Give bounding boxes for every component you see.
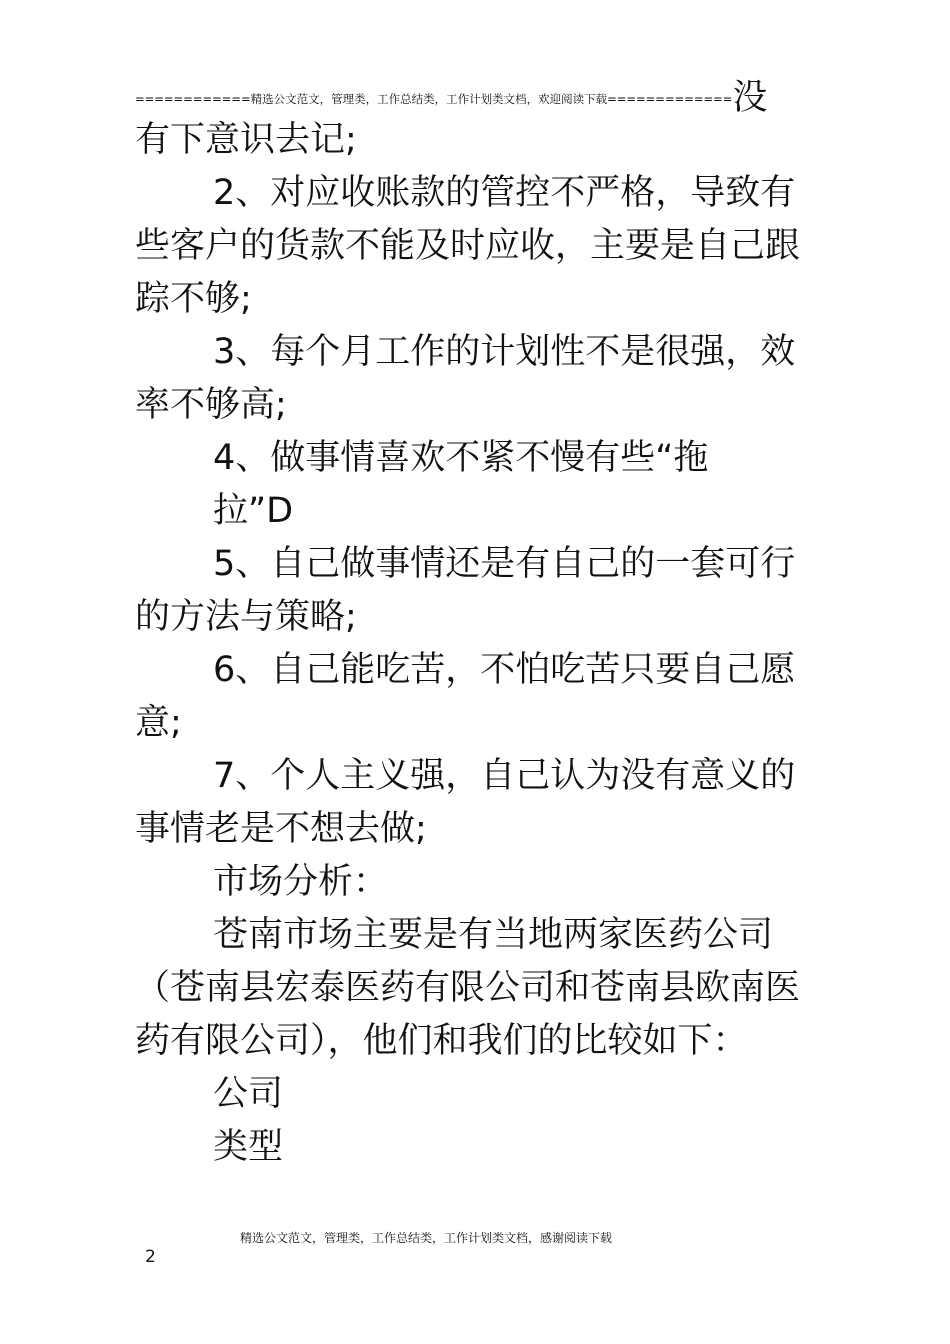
paragraph-item-4: 4、做事情喜欢不紧不慢有些“拖 <box>213 438 709 478</box>
header-trailing-char: 没 <box>732 78 768 118</box>
paragraph-market: 苍南市场主要是有当地两家医药公司（苍南县宏泰医药有限公司和苍南县欧南医药有限公司），他们和我们的比较如下： <box>135 915 801 1061</box>
table-label-company: 公司 <box>213 1074 284 1114</box>
paragraph-item-7: 7、个人主义强，自己认为没有意义的事情老是不想去做; <box>135 756 796 849</box>
document-body <box>135 114 825 1174</box>
page-number: 2 <box>145 1247 156 1267</box>
paragraph-item-5: 5、自己做事情还是有自己的一套可行的方法与策略; <box>135 544 796 637</box>
paragraph-item-6: 6、自己能吃苦，不怕吃苦只要自己愿意; <box>135 650 796 743</box>
paragraph-item-3: 3、每个月工作的计划性不是很强，效率不够高; <box>135 332 796 425</box>
table-label-type: 类型 <box>213 1127 284 1167</box>
header-banner: ============精选公文范文，管理类，工作总结类，工作计划类文档，欢迎阅读下载============= <box>135 92 733 106</box>
paragraph-item-2: 2、对应收账款的管控不严格，导致有些客户的货款不能及时应收，主要是自己跟踪不够; <box>135 173 801 319</box>
paragraph-item-4-cont: 拉”D <box>213 491 294 531</box>
paragraph-continuation: 有下意识去记; <box>135 120 357 160</box>
section-heading-market-analysis: 市场分析： <box>213 862 389 902</box>
page-footer: 精选公文范文，管理类，工作总结类，工作计划类文档，感谢阅读下载 <box>240 1231 613 1245</box>
page-header <box>135 78 825 118</box>
